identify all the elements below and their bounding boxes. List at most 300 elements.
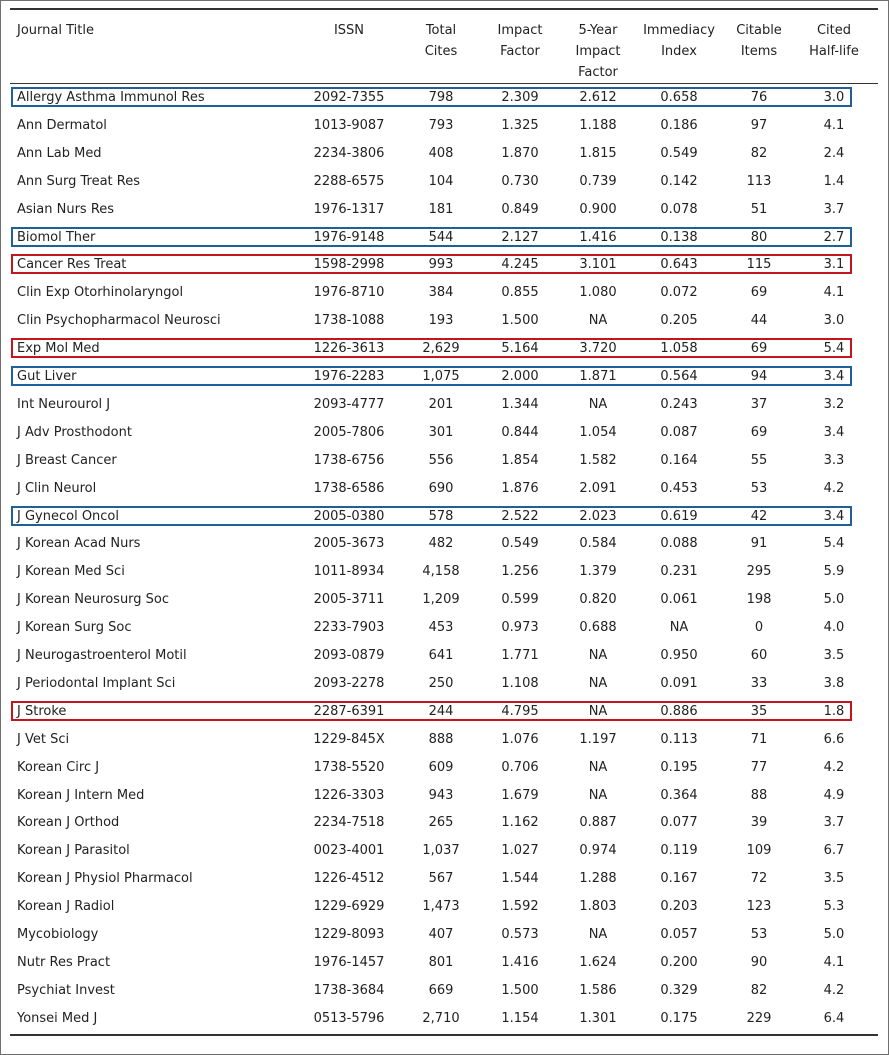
cell-impact-factor: 1.027 <box>501 843 539 859</box>
cell-immediacy: 0.061 <box>660 592 698 608</box>
cell-immediacy: 0.643 <box>660 257 698 273</box>
cell-five-year-if: 1.080 <box>579 285 617 301</box>
cell-journal: Gut Liver <box>17 369 77 384</box>
table-row <box>1 754 889 782</box>
cell-citable: 53 <box>750 480 768 496</box>
cell-total-cites: 993 <box>428 257 454 273</box>
cell-total-cites: 408 <box>428 145 454 161</box>
cell-immediacy: 0.164 <box>660 452 698 468</box>
cell-citable: 71 <box>750 731 768 747</box>
cell-half-life: 4.2 <box>823 480 845 496</box>
table-row <box>1 949 889 977</box>
cell-citable: 82 <box>750 145 768 161</box>
cell-total-cites: 801 <box>428 954 454 970</box>
cell-half-life: 3.2 <box>823 396 845 412</box>
cell-journal: J Korean Surg Soc <box>17 620 132 636</box>
cell-citable: 37 <box>750 396 768 412</box>
cell-journal: J Clin Neurol <box>17 480 97 496</box>
cell-total-cites: 2,629 <box>422 341 460 357</box>
table-row <box>1 614 889 642</box>
table-row <box>1 503 889 531</box>
cell-impact-factor: 1.344 <box>501 396 539 412</box>
cell-impact-factor: 1.108 <box>501 675 539 691</box>
cell-impact-factor: 0.573 <box>501 927 539 942</box>
cell-impact-factor: 0.599 <box>501 592 539 608</box>
cell-impact-factor: 0.549 <box>501 536 539 552</box>
cell-issn: 1229-8093 <box>313 927 385 942</box>
cell-half-life: 5.3 <box>823 899 845 915</box>
cell-total-cites: 265 <box>428 815 454 831</box>
cell-five-year-if: 1.288 <box>579 871 617 887</box>
cell-issn: 1738-3684 <box>313 982 385 998</box>
cell-issn: 1976-9148 <box>313 229 385 245</box>
cell-impact-factor: 1.500 <box>501 982 539 998</box>
cell-citable: 295 <box>746 564 772 580</box>
table-top-rule <box>10 8 878 10</box>
cell-journal: J Adv Prosthodont <box>17 424 132 440</box>
cell-five-year-if: 1.624 <box>579 954 617 970</box>
cell-half-life: 3.3 <box>823 452 845 468</box>
cell-immediacy: 0.203 <box>660 899 698 915</box>
cell-immediacy: 0.167 <box>660 871 698 887</box>
table-bottom-rule <box>10 1034 878 1036</box>
cell-citable: 229 <box>746 1010 772 1026</box>
cell-five-year-if: 1.379 <box>579 564 617 580</box>
column-header-impact-factor <box>483 20 557 62</box>
cell-total-cites: 556 <box>428 452 454 468</box>
cell-citable: 198 <box>746 592 772 608</box>
cell-total-cites: 690 <box>428 480 454 496</box>
cell-half-life: 2.4 <box>823 145 845 161</box>
column-header-line: ISSN <box>333 23 365 38</box>
cell-five-year-if: 1.815 <box>579 145 617 161</box>
cell-total-cites: 943 <box>428 787 454 803</box>
cell-immediacy: 1.058 <box>660 341 698 357</box>
cell-immediacy: 0.886 <box>660 703 698 719</box>
table-row <box>1 224 889 252</box>
cell-five-year-if: 0.820 <box>579 592 617 608</box>
cell-citable: 55 <box>750 452 768 468</box>
cell-total-cites: 888 <box>428 731 454 747</box>
column-header-line: Total <box>425 23 457 38</box>
cell-impact-factor: 2.127 <box>501 229 539 245</box>
cell-half-life: 6.6 <box>823 731 845 747</box>
cell-impact-factor: 4.795 <box>501 703 539 719</box>
table-header <box>1 20 889 84</box>
cell-five-year-if: NA <box>588 787 608 803</box>
column-header-journal <box>17 20 307 41</box>
column-header-line: Index <box>661 44 697 59</box>
cell-immediacy: 0.243 <box>660 396 698 412</box>
table-row <box>1 168 889 196</box>
cell-five-year-if: NA <box>588 313 608 329</box>
cell-total-cites: 1,473 <box>422 899 460 915</box>
cell-journal: Yonsei Med J <box>17 1010 98 1026</box>
cell-immediacy: 0.453 <box>660 480 698 496</box>
cell-impact-factor: 2.000 <box>501 369 539 384</box>
cell-impact-factor: 1.162 <box>501 815 539 831</box>
cell-immediacy: 0.329 <box>660 982 698 998</box>
cell-immediacy: 0.364 <box>660 787 698 803</box>
cell-immediacy: 0.077 <box>660 815 698 831</box>
cell-issn: 1738-6586 <box>313 480 385 496</box>
cell-total-cites: 793 <box>428 117 454 133</box>
cell-journal: J Neurogastroenterol Motil <box>17 648 187 663</box>
cell-five-year-if: 0.900 <box>579 201 617 217</box>
cell-citable: 109 <box>746 843 772 859</box>
cell-five-year-if: 0.688 <box>579 620 617 636</box>
cell-impact-factor: 1.325 <box>501 117 539 133</box>
cell-half-life: 3.0 <box>823 313 845 329</box>
cell-citable: 97 <box>750 117 768 133</box>
cell-issn: 2005-3673 <box>313 536 385 552</box>
cell-five-year-if: 1.054 <box>579 424 617 440</box>
cell-half-life: 2.7 <box>823 229 845 245</box>
table-row <box>1 530 889 558</box>
cell-journal: Asian Nurs Res <box>17 201 115 217</box>
cell-five-year-if: 1.188 <box>579 117 617 133</box>
cell-issn: 2005-3711 <box>313 592 385 608</box>
cell-immediacy: 0.113 <box>660 731 698 747</box>
cell-total-cites: 2,710 <box>422 1010 460 1026</box>
table-row <box>1 140 889 168</box>
cell-five-year-if: 1.582 <box>579 452 617 468</box>
cell-half-life: 3.4 <box>823 508 845 524</box>
cell-half-life: 6.4 <box>823 1010 845 1026</box>
cell-issn: 1738-5520 <box>313 759 385 775</box>
cell-issn: 1226-3613 <box>313 341 385 357</box>
cell-immediacy: 0.087 <box>660 424 698 440</box>
cell-immediacy: 0.200 <box>660 954 698 970</box>
cell-total-cites: 301 <box>428 424 454 440</box>
cell-journal: Cancer Res Treat <box>17 257 127 273</box>
cell-five-year-if: 1.197 <box>579 731 617 747</box>
table-row <box>1 307 889 335</box>
cell-half-life: 5.0 <box>823 592 845 608</box>
cell-journal: J Periodontal Implant Sci <box>17 675 176 691</box>
table-row <box>1 837 889 865</box>
cell-immediacy: 0.078 <box>660 201 698 217</box>
cell-journal: Biomol Ther <box>17 229 96 245</box>
column-header-five-year-if <box>560 20 636 83</box>
cell-issn: 2093-4777 <box>313 396 385 412</box>
cell-issn: 2287-6391 <box>313 703 385 719</box>
cell-citable: 80 <box>750 229 768 245</box>
cell-issn: 2093-0879 <box>313 648 385 663</box>
cell-impact-factor: 1.592 <box>501 899 539 915</box>
cell-journal: J Breast Cancer <box>17 452 117 468</box>
cell-citable: 33 <box>750 675 768 691</box>
cell-total-cites: 578 <box>428 508 454 524</box>
table-row <box>1 865 889 893</box>
cell-five-year-if: 3.101 <box>579 257 617 273</box>
cell-citable: 91 <box>750 536 768 552</box>
cell-issn: 2233-7903 <box>313 620 385 636</box>
column-header-line: Impact <box>497 23 543 38</box>
cell-immediacy: 0.564 <box>660 369 698 384</box>
column-header-line: Impact <box>575 44 621 59</box>
table-row <box>1 84 889 112</box>
cell-total-cites: 4,158 <box>422 564 460 580</box>
cell-half-life: 3.8 <box>823 675 845 691</box>
cell-total-cites: 609 <box>428 759 454 775</box>
cell-journal: J Vet Sci <box>17 731 70 747</box>
table-row <box>1 196 889 224</box>
cell-issn: 2005-7806 <box>313 424 385 440</box>
cell-five-year-if: 1.803 <box>579 899 617 915</box>
cell-journal: Korean J Radiol <box>17 899 115 915</box>
cell-impact-factor: 0.849 <box>501 201 539 217</box>
cell-issn: 1976-1457 <box>313 954 385 970</box>
cell-immediacy: 0.057 <box>660 927 698 942</box>
cell-total-cites: 482 <box>428 536 454 552</box>
cell-issn: 2234-7518 <box>313 815 385 831</box>
table-row <box>1 279 889 307</box>
cell-half-life: 3.1 <box>823 257 845 273</box>
cell-impact-factor: 1.500 <box>501 313 539 329</box>
table-row <box>1 558 889 586</box>
cell-citable: 94 <box>750 369 768 384</box>
cell-half-life: 3.0 <box>823 90 845 105</box>
cell-journal: J Korean Med Sci <box>17 564 125 580</box>
cell-immediacy: 0.138 <box>660 229 698 245</box>
cell-impact-factor: 1.870 <box>501 145 539 161</box>
cell-five-year-if: NA <box>588 396 608 412</box>
cell-half-life: 1.4 <box>823 173 845 189</box>
cell-citable: 72 <box>750 871 768 887</box>
table-row <box>1 726 889 754</box>
cell-journal: Psychiat Invest <box>17 982 115 998</box>
column-header-line: Citable <box>736 23 782 38</box>
cell-immediacy: 0.195 <box>660 759 698 775</box>
cell-half-life: 4.1 <box>823 117 845 133</box>
table-row <box>1 977 889 1005</box>
column-header-citable <box>723 20 795 62</box>
cell-half-life: 5.0 <box>823 927 845 942</box>
column-header-half-life <box>798 20 870 62</box>
cell-five-year-if: NA <box>588 648 608 663</box>
column-header-line: Journal Title <box>17 23 94 38</box>
cell-five-year-if: 3.720 <box>579 341 617 357</box>
cell-half-life: 5.9 <box>823 564 845 580</box>
cell-total-cites: 181 <box>428 201 454 217</box>
cell-journal: Ann Lab Med <box>17 145 102 161</box>
cell-issn: 2288-6575 <box>313 173 385 189</box>
cell-journal: Korean J Orthod <box>17 815 120 831</box>
cell-impact-factor: 2.522 <box>501 508 539 524</box>
cell-impact-factor: 1.154 <box>501 1010 539 1026</box>
cell-citable: 77 <box>750 759 768 775</box>
cell-impact-factor: 1.854 <box>501 452 539 468</box>
cell-impact-factor: 1.256 <box>501 564 539 580</box>
cell-citable: 39 <box>750 815 768 831</box>
cell-citable: 60 <box>750 648 768 663</box>
cell-five-year-if: NA <box>588 927 608 942</box>
cell-issn: 1226-3303 <box>313 787 385 803</box>
cell-immediacy: 0.175 <box>660 1010 698 1026</box>
cell-total-cites: 384 <box>428 285 454 301</box>
cell-five-year-if: 0.887 <box>579 815 617 831</box>
cell-half-life: 5.4 <box>823 341 845 357</box>
cell-journal: Korean Circ J <box>17 759 100 775</box>
cell-five-year-if: 1.416 <box>579 229 617 245</box>
cell-five-year-if: NA <box>588 759 608 775</box>
cell-issn: 1598-2998 <box>313 257 385 273</box>
cell-half-life: 1.8 <box>823 703 845 719</box>
cell-issn: 2093-2278 <box>313 675 385 691</box>
cell-citable: 44 <box>750 313 768 329</box>
cell-impact-factor: 1.876 <box>501 480 539 496</box>
cell-journal: Clin Psychopharmacol Neurosci <box>17 313 221 329</box>
cell-citable: 35 <box>750 703 768 719</box>
cell-citable: 53 <box>750 927 768 942</box>
table-row <box>1 447 889 475</box>
column-header-immediacy <box>639 20 719 62</box>
cell-issn: 1738-1088 <box>313 313 385 329</box>
cell-total-cites: 201 <box>428 396 454 412</box>
cell-immediacy: 0.950 <box>660 648 698 663</box>
table-row <box>1 363 889 391</box>
column-header-line: Factor <box>500 44 540 59</box>
cell-half-life: 3.7 <box>823 815 845 831</box>
cell-journal: Nutr Res Pract <box>17 954 111 970</box>
cell-total-cites: 641 <box>428 648 454 663</box>
cell-immediacy: 0.658 <box>660 90 698 105</box>
cell-journal: Korean J Intern Med <box>17 787 145 803</box>
cell-issn: 0513-5796 <box>313 1010 385 1026</box>
cell-half-life: 4.1 <box>823 285 845 301</box>
cell-journal: Ann Dermatol <box>17 117 107 133</box>
cell-issn: 1011-8934 <box>313 564 385 580</box>
cell-immediacy: 0.549 <box>660 145 698 161</box>
table-row <box>1 586 889 614</box>
cell-five-year-if: 0.974 <box>579 843 617 859</box>
column-header-issn <box>301 20 397 41</box>
cell-immediacy: 0.119 <box>660 843 698 859</box>
cell-citable: 90 <box>750 954 768 970</box>
table-row <box>1 642 889 670</box>
cell-immediacy: 0.142 <box>660 173 698 189</box>
cell-immediacy: 0.186 <box>660 117 698 133</box>
cell-issn: 1013-9087 <box>313 117 385 133</box>
cell-five-year-if: 0.739 <box>579 173 617 189</box>
column-header-line: 5-Year <box>578 23 618 38</box>
table-row <box>1 921 889 949</box>
column-header-total-cites <box>407 20 475 62</box>
table-row <box>1 391 889 419</box>
column-header-line: Cited <box>816 23 852 38</box>
cell-journal: J Korean Neurosurg Soc <box>17 592 170 608</box>
cell-journal: J Korean Acad Nurs <box>17 536 141 552</box>
cell-citable: 69 <box>750 424 768 440</box>
table-row <box>1 419 889 447</box>
table-row <box>1 335 889 363</box>
cell-impact-factor: 4.245 <box>501 257 539 273</box>
cell-total-cites: 250 <box>428 675 454 691</box>
cell-half-life: 4.9 <box>823 787 845 803</box>
table-row <box>1 809 889 837</box>
cell-issn: 1976-1317 <box>313 201 385 217</box>
cell-citable: 115 <box>746 257 772 273</box>
cell-five-year-if: 1.871 <box>579 369 617 384</box>
cell-total-cites: 1,075 <box>422 369 460 384</box>
cell-impact-factor: 0.973 <box>501 620 539 636</box>
cell-five-year-if: NA <box>588 703 608 719</box>
cell-total-cites: 1,037 <box>422 843 460 859</box>
cell-citable: 113 <box>746 173 772 189</box>
cell-issn: 2234-3806 <box>313 145 385 161</box>
table-row <box>1 782 889 810</box>
cell-citable: 82 <box>750 982 768 998</box>
cell-five-year-if: 2.612 <box>579 90 617 105</box>
cell-issn: 1738-6756 <box>313 452 385 468</box>
cell-immediacy: 0.619 <box>660 508 698 524</box>
cell-immediacy: 0.091 <box>660 675 698 691</box>
table-row <box>1 698 889 726</box>
cell-impact-factor: 0.855 <box>501 285 539 301</box>
cell-journal: Allergy Asthma Immunol Res <box>17 90 205 105</box>
cell-journal: Korean J Parasitol <box>17 843 130 859</box>
cell-citable: 123 <box>746 899 772 915</box>
cell-half-life: 5.4 <box>823 536 845 552</box>
cell-journal: Exp Mol Med <box>17 341 100 357</box>
table-row <box>1 112 889 140</box>
cell-impact-factor: 0.844 <box>501 424 539 440</box>
cell-impact-factor: 0.706 <box>501 759 539 775</box>
cell-issn: 1229-6929 <box>313 899 385 915</box>
cell-issn: 1229-845X <box>313 731 385 747</box>
cell-half-life: 4.2 <box>823 982 845 998</box>
cell-five-year-if: 2.091 <box>579 480 617 496</box>
cell-impact-factor: 5.164 <box>501 341 539 357</box>
cell-five-year-if: 1.586 <box>579 982 617 998</box>
cell-citable: 0 <box>754 620 764 636</box>
cell-immediacy: 0.088 <box>660 536 698 552</box>
cell-half-life: 3.5 <box>823 648 845 663</box>
cell-journal: J Stroke <box>17 703 67 719</box>
cell-impact-factor: 1.076 <box>501 731 539 747</box>
cell-journal: Mycobiology <box>17 927 99 942</box>
cell-impact-factor: 1.416 <box>501 954 539 970</box>
cell-immediacy: NA <box>669 620 689 636</box>
cell-total-cites: 669 <box>428 982 454 998</box>
cell-half-life: 4.1 <box>823 954 845 970</box>
cell-journal: Clin Exp Otorhinolaryngol <box>17 285 184 301</box>
cell-half-life: 4.0 <box>823 620 845 636</box>
cell-five-year-if: 1.301 <box>579 1010 617 1026</box>
cell-journal: J Gynecol Oncol <box>17 508 120 524</box>
cell-immediacy: 0.231 <box>660 564 698 580</box>
cell-impact-factor: 0.730 <box>501 173 539 189</box>
cell-citable: 88 <box>750 787 768 803</box>
cell-half-life: 4.2 <box>823 759 845 775</box>
cell-half-life: 3.4 <box>823 424 845 440</box>
cell-issn: 2005-0380 <box>313 508 385 524</box>
cell-total-cites: 1,209 <box>422 592 460 608</box>
table-row <box>1 670 889 698</box>
table-row <box>1 251 889 279</box>
cell-impact-factor: 1.679 <box>501 787 539 803</box>
cell-total-cites: 453 <box>428 620 454 636</box>
cell-impact-factor: 1.771 <box>501 648 539 663</box>
cell-citable: 76 <box>750 90 768 105</box>
column-header-line: Cites <box>424 44 458 59</box>
cell-total-cites: 544 <box>428 229 454 245</box>
column-header-line: Factor <box>578 65 618 80</box>
cell-five-year-if: NA <box>588 675 608 691</box>
column-header-line: Half-life <box>809 44 859 59</box>
cell-issn: 0023-4001 <box>313 843 385 859</box>
